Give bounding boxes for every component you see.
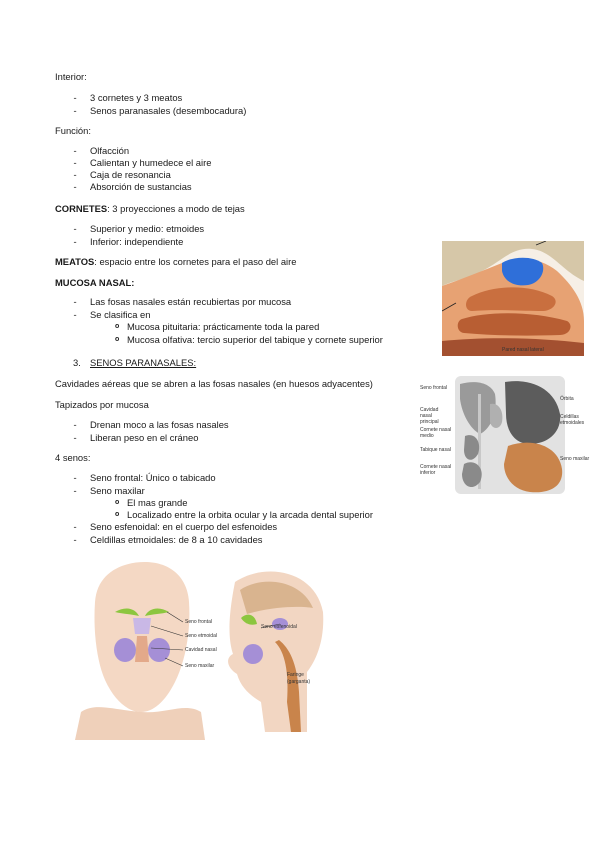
- list-item: Seno maxilar: [90, 485, 145, 496]
- dash-bullet: -: [73, 432, 77, 443]
- label-cornete-inferior: Cornete nasal inferior: [420, 464, 452, 476]
- dash-bullet: -: [73, 521, 77, 532]
- list-item: Drenan moco a las fosas nasales: [90, 419, 229, 430]
- section-title: SENOS PARANASALES:: [90, 357, 197, 368]
- label-celdillas: Celdillas etmoidales: [560, 414, 585, 426]
- section-number: 3.: [73, 357, 81, 368]
- meatos-term: MEATOS: [55, 256, 95, 267]
- dash-bullet: -: [73, 296, 77, 307]
- nasal-wall-illustration: [442, 241, 584, 356]
- cuatro-senos-heading: 4 senos:: [55, 452, 91, 463]
- meatos-rest: : espacio entre los cornetes para el paso del aire: [94, 256, 297, 267]
- figure-caption: Pared nasal lateral: [502, 347, 544, 353]
- sinuses-illustration: [75, 562, 325, 740]
- dash-bullet: -: [73, 236, 77, 247]
- dash-bullet: -: [73, 485, 77, 496]
- sub-list-item: El mas grande: [127, 497, 188, 508]
- label-seno-esfenoidal: Seno esfenoidal: [261, 624, 297, 630]
- mucosa-heading: MUCOSA NASAL:: [55, 277, 135, 288]
- label-tabique: Tabique nasal: [420, 447, 451, 453]
- label-seno-frontal: Seno frontal: [420, 385, 447, 391]
- label-cavidad-nasal: Cavidad nasal: [185, 647, 217, 653]
- list-item: Calientan y humedece el aire: [90, 157, 212, 168]
- circle-bullet: o: [115, 511, 120, 518]
- sub-list-item: Localizado entre la orbita ocular y la arcada dental superior: [127, 509, 373, 520]
- meatos-definition: [55, 256, 296, 268]
- label-cavidad-nasal: Cavidad nasal principal: [420, 407, 439, 425]
- list-item: Olfacción: [90, 145, 130, 156]
- list-item: Las fosas nasales están recubiertas por mucosa: [90, 296, 292, 307]
- label-faringe: Faringe: [287, 672, 304, 678]
- label-garganta: (garganta): [287, 679, 311, 685]
- label-seno-maxilar: Seno maxilar: [185, 663, 215, 669]
- label-orbita: Órbita: [560, 396, 574, 402]
- dash-bullet: -: [73, 181, 77, 192]
- sub-list-item: Mucosa pituitaria: prácticamente toda la pared: [127, 321, 320, 332]
- cornetes-term: CORNETES: [55, 203, 108, 214]
- funcion-heading: Función:: [55, 125, 91, 136]
- tapizados-text: Tapizados por mucosa: [55, 399, 149, 410]
- list-item: Celdillas etmoidales: de 8 a 10 cavidades: [90, 534, 263, 545]
- dash-bullet: -: [73, 223, 77, 234]
- list-item: Superior y medio: etmoides: [90, 223, 205, 234]
- label-seno-maxilar: Seno maxilar: [560, 456, 590, 462]
- label-seno-etmoidal: Seno etmoidal: [185, 633, 217, 639]
- dash-bullet: -: [73, 145, 77, 156]
- circle-bullet: o: [115, 323, 120, 330]
- dash-bullet: -: [73, 472, 77, 483]
- dash-bullet: -: [73, 157, 77, 168]
- sub-list-item: Mucosa olfativa: tercio superior del tabique y cornete superior: [127, 334, 383, 345]
- dash-bullet: -: [73, 419, 77, 430]
- dash-bullet: -: [73, 92, 77, 103]
- list-item: Caja de resonancia: [90, 169, 171, 180]
- dash-bullet: -: [73, 169, 77, 180]
- list-item: Seno esfenoidal: en el cuerpo del esfenoides: [90, 521, 278, 532]
- coronal-section-illustration: [420, 374, 590, 500]
- list-item: Seno frontal: Único o tabicado: [90, 472, 216, 483]
- list-item: Inferior: independiente: [90, 236, 184, 247]
- list-item: Se clasifica en: [90, 309, 151, 320]
- circle-bullet: o: [115, 336, 120, 343]
- label-cornete-medio: Cornete nasal medio: [420, 427, 452, 439]
- circle-bullet: o: [115, 499, 120, 506]
- list-item: 3 cornetes y 3 meatos: [90, 92, 183, 103]
- list-item: Absorción de sustancias: [90, 181, 192, 192]
- list-item: Liberan peso en el cráneo: [90, 432, 199, 443]
- dash-bullet: -: [73, 309, 77, 320]
- dash-bullet: -: [73, 105, 77, 116]
- cornetes-rest: : 3 proyecciones a modo de tejas: [107, 203, 245, 214]
- dash-bullet: -: [73, 534, 77, 545]
- nasal-wall-drawing: [442, 241, 584, 356]
- list-item: Senos paranasales (desembocadura): [90, 105, 247, 116]
- cornetes-definition: [55, 203, 245, 215]
- cavidades-text: Cavidades aéreas que se abren a las fosas nasales (en huesos adyacentes): [55, 378, 373, 389]
- label-seno-frontal: Seno frontal: [185, 619, 212, 625]
- interior-heading: Interior:: [55, 71, 87, 82]
